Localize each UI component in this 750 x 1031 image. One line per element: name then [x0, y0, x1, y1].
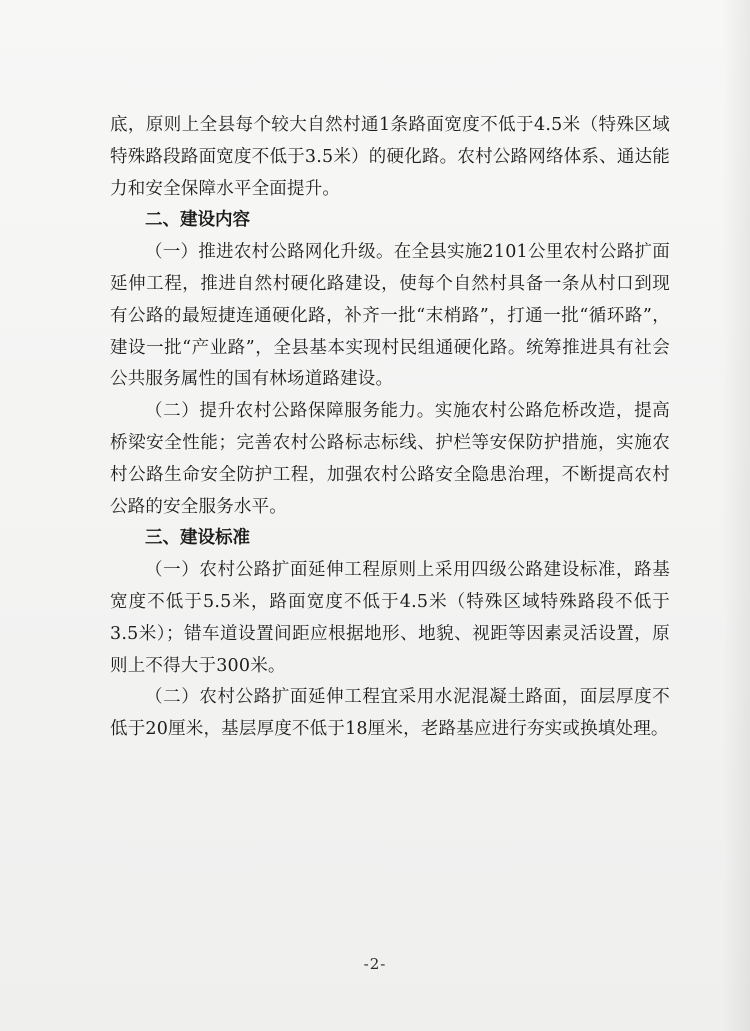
document-body	[110, 110, 670, 746]
page-number: -2-	[363, 955, 387, 973]
paragraph-network-upgrade: （一）推进农村公路网化升级。在全县实施2101公里农村公路扩面延伸工程，推进自然村硬化路建设，使每个自然村具备一条从村口到现有公路的最短捷连通硬化路，补齐一批“末梢路”，打通一批“循环路”，建设一批“产业路”，全县基本实现村民组通硬化路。统筹推进具有社会公共服务属性的国有林场道路建设。	[110, 242, 670, 390]
paragraph-service-capacity: （二）提升农村公路保障服务能力。实施农村公路危桥改造，提高桥梁安全性能；完善农村公路标志标线、护栏等安保防护措施，实施农村公路生命安全防护工程，加强农村公路安全隐患治理，不断提高农村公路的安全服务水平。	[110, 401, 670, 517]
paragraph-continuation: 底，原则上全县每个较大自然村通1条路面宽度不低于4.5米（特殊区域特殊路段路面宽度不低于3.5米）的硬化路。农村公路网络体系、通达能力和安全保障水平全面提升。	[110, 115, 671, 199]
paragraph-standard-two: （二）农村公路扩面延伸工程宜采用水泥混凝土路面，面层厚度不低于20厘米，基层厚度不低于18厘米，老路基应进行夯实或换填处理。	[110, 687, 670, 740]
page-edge-shadow	[722, 0, 750, 1031]
section-heading-construction-standards: 三、建设标准	[145, 528, 250, 549]
paragraph-standard-one: （一）农村公路扩面延伸工程原则上采用四级公路建设标准，路基宽度不低于5.5米，路面宽度不低于4.5米（特殊区域特殊路段不低于3.5米）；错车道设置间距应根据地形、地貌、视距等因素灵活设置，原则上不得大于300米。	[110, 560, 670, 676]
section-heading-construction-content: 二、建设内容	[145, 210, 250, 231]
